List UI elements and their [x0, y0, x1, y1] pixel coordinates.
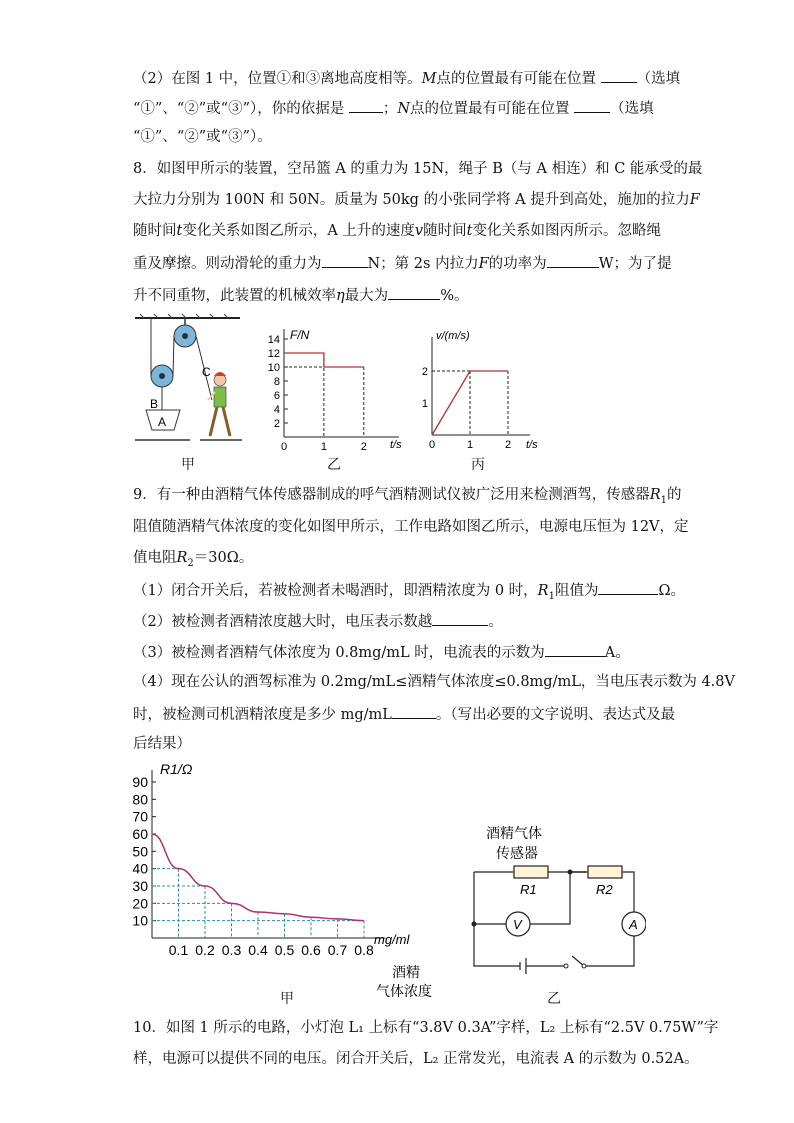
y-tick-label: 14	[267, 334, 280, 346]
q8-text: 8．如图甲所示的装置，空吊篮 A 的重力为 15N，绳子 B（与 A 相连）和 C 能承受的最	[133, 161, 703, 177]
q8-text: 的功率为	[488, 256, 547, 272]
label-c: C	[202, 365, 211, 379]
var-r: R	[649, 487, 661, 503]
x-tick-label: 0.7	[327, 942, 348, 958]
var-v: v	[414, 223, 424, 239]
q9-line-3	[133, 549, 253, 573]
vt-ylabel: v/(m/s)	[436, 330, 470, 342]
q8-text: 大拉力分别为 100N 和 50N。质量为 50kg 的小张同学将 A 提升到高处，施加的拉力	[133, 192, 690, 208]
sub-1: 1	[548, 590, 555, 602]
x-tick-label: 0.8	[354, 942, 374, 958]
q9-text: （1）闭合开关后，若被检测者未喝酒时，即酒精浓度为 0 时，	[133, 583, 538, 599]
q9-text: （3）被检测者酒精气体浓度为 0.8mg/mL 时，电流表的示数为	[133, 645, 545, 661]
r1-xname-2: 气体浓度	[376, 983, 432, 999]
q9-line-1	[133, 486, 682, 510]
circuit-diagram	[466, 820, 646, 980]
q9-text: Ω。	[658, 583, 685, 599]
x-tick-label: 2	[360, 441, 367, 453]
answer-blank[interactable]	[574, 98, 610, 113]
sub-2: 2	[187, 557, 194, 569]
q9-text: 9．有一种由酒精气体传感器制成的呼气酒精测试仪被广泛用来检测酒驾，传感器	[133, 487, 650, 503]
x-tick-label: 0.5	[274, 942, 295, 958]
v-t-chart	[418, 325, 548, 453]
y-tick-label: 2	[421, 366, 428, 378]
q8-text: 升不同重物，此装置的机械效率	[133, 288, 336, 304]
y-tick-label: 10	[132, 912, 148, 929]
x-tick-label: 0.3	[221, 942, 242, 958]
q7-text: “①”、“②”或“③”），你的依据是	[133, 101, 345, 117]
q9-part-2	[133, 611, 503, 631]
q9-part-4	[133, 673, 735, 691]
f-series-line	[284, 353, 364, 367]
r1-concentration-chart	[122, 756, 452, 1006]
q8-line-5	[133, 285, 468, 305]
caption-jia-q8: 甲	[181, 457, 195, 473]
pulley-figure	[130, 312, 245, 452]
q8-text: N；第 2s 内拉力	[367, 256, 479, 272]
sub-1: 1	[660, 494, 668, 506]
y-tick-label: 2	[273, 418, 280, 430]
q8-line-4	[133, 253, 672, 273]
y-tick-label: 70	[132, 808, 148, 825]
x-tick-label: 1	[466, 439, 474, 451]
sensor-label-1: 酒精气体	[486, 825, 542, 841]
q8-text: 最大为	[344, 288, 389, 304]
q8-text: 变化关系如图乙所示，A 上升的速度	[182, 223, 415, 239]
q9-text: 时，被检测司机酒精浓度是多少 mg/mL	[133, 707, 392, 723]
q7-text: ；	[382, 101, 398, 117]
var-m: M	[421, 71, 437, 87]
r1-xname-1: 酒精	[392, 964, 420, 980]
y-tick-label: 60	[132, 826, 148, 842]
q10-text: 10．如图 1 所示的电路，小灯泡 L₁ 上标有“3.8V 0.3A”字样，L₂ 上标有“2.5V 0.75W”字	[133, 1020, 719, 1036]
y-tick-label: 40	[132, 860, 148, 877]
q9-text: （4）现在公认的酒驾标准为 0.2mg/mL≤酒精气体浓度≤0.8mg/mL，当电压表示数为 4.8V	[133, 674, 735, 690]
x-tick-label: 0.6	[301, 942, 321, 958]
answer-blank[interactable]	[432, 611, 488, 626]
x-tick-label: 0.2	[195, 942, 215, 958]
answer-blank[interactable]	[392, 704, 436, 719]
q7-text: 点的位置最有可能在位置	[410, 101, 570, 117]
r2-label: R2	[596, 882, 613, 897]
person-icon	[208, 372, 230, 436]
q10-line-1	[133, 1019, 718, 1037]
label-a: A	[158, 415, 167, 429]
x-tick-label: 0	[428, 439, 436, 451]
q8-line-3	[133, 222, 661, 240]
x-tick-label: 1	[320, 441, 327, 453]
ft-ylabel: F/N	[290, 328, 310, 342]
r1-xunit: mg/ml	[374, 932, 410, 947]
var-f: F	[478, 256, 489, 272]
q9-text: 。	[488, 614, 503, 630]
var-t: t	[176, 223, 183, 239]
q8-text: 重及摩擦。则动滑轮的重力为	[133, 256, 322, 272]
caption-yi-q9: 乙	[547, 991, 561, 1007]
y-tick-label: 6	[273, 390, 280, 402]
q7-line-2	[133, 98, 654, 118]
r1-ylabel: R1/Ω	[160, 761, 193, 777]
answer-blank[interactable]	[545, 642, 605, 657]
q8-text: 随时间	[133, 223, 177, 239]
q7-text: （选填	[610, 101, 654, 117]
x-tick-label: 0.4	[248, 942, 268, 958]
sensor-label-2: 传感器	[496, 845, 538, 861]
var-f: F	[689, 192, 700, 208]
answer-blank[interactable]	[547, 253, 599, 268]
q10-line-2	[133, 1050, 699, 1068]
q7-text: （2）在图 1 中，位置①和③离地高度相等。	[133, 71, 422, 87]
var-t: t	[466, 223, 473, 239]
y-tick-label: 90	[132, 774, 148, 790]
q7-text: 点的位置最有可能在位置	[436, 71, 597, 87]
y-tick-label: 10	[267, 362, 280, 374]
q9-text: （2）被检测者酒精浓度越大时，电压表示数越	[133, 614, 433, 630]
y-tick-label: 20	[132, 895, 148, 912]
q9-line-2	[133, 518, 689, 536]
q9-text: 值电阻	[133, 550, 177, 566]
q8-line-1	[133, 160, 702, 178]
answer-blank[interactable]	[349, 98, 383, 113]
answer-blank[interactable]	[388, 285, 440, 300]
y-tick-label: 30	[132, 878, 148, 894]
q7-text: （选填	[636, 71, 681, 87]
var-eta: η	[336, 288, 345, 304]
q9-part-4-end	[133, 735, 191, 753]
q9-text: 。（写出必要的文字说明、表达式及最	[435, 707, 676, 723]
q9-text: 阻值随酒精气体浓度的变化如图甲所示，工作电路如图乙所示，电源电压恒为 12V，定	[133, 519, 689, 535]
y-tick-label: 12	[267, 348, 280, 360]
y-tick-label: 50	[132, 843, 148, 860]
r1-series-curve	[152, 834, 364, 921]
q9-part-4-cont	[133, 704, 675, 724]
vt-xlabel: t/s	[526, 439, 538, 451]
answer-blank[interactable]	[322, 253, 368, 268]
q9-part-1	[133, 580, 685, 606]
f-t-chart	[258, 325, 408, 453]
answer-blank[interactable]	[601, 68, 637, 83]
ammeter-icon: A	[629, 917, 638, 932]
caption-jia-q9: 甲	[280, 991, 294, 1007]
q8-text: 随时间	[423, 223, 467, 239]
caption-bing-q8: 丙	[471, 457, 485, 473]
x-tick-label: 0	[280, 441, 288, 453]
var-n: N	[397, 101, 411, 117]
q8-text: W；为了提	[598, 256, 672, 272]
q8-text: %。	[440, 288, 469, 304]
q9-text: ＝30Ω。	[193, 550, 254, 566]
y-tick-label: 1	[421, 398, 428, 410]
q9-text: 阻值为	[554, 583, 599, 599]
q8-line-2	[133, 191, 700, 209]
x-tick-label: 0.1	[168, 942, 189, 958]
q10-text: 样，电源可以提供不同的电压。闭合开关后，L₂ 正常发光，电流表 A 的示数为 0.52A。	[133, 1051, 699, 1067]
q9-text: A。	[604, 645, 630, 661]
caption-yi-q8: 乙	[327, 457, 341, 473]
q9-part-3	[133, 642, 630, 662]
r1-label: R1	[520, 882, 537, 897]
y-tick-label: 8	[273, 376, 280, 388]
q9-text: 后结果）	[133, 736, 191, 752]
q8-text: 变化关系如图丙所示。忽略绳	[472, 223, 661, 239]
voltmeter-icon: V	[513, 917, 522, 932]
x-tick-label: 2	[504, 439, 512, 451]
var-r: R	[537, 583, 549, 599]
q9-text: 的	[667, 487, 682, 503]
y-tick-label: 80	[132, 791, 148, 808]
label-b: B	[150, 397, 159, 411]
answer-blank[interactable]	[598, 580, 658, 595]
q7-line-3	[133, 128, 272, 146]
ft-xlabel: t/s	[390, 439, 402, 451]
y-tick-label: 4	[273, 404, 280, 416]
q7-line-1	[133, 68, 680, 88]
var-r: R	[176, 550, 188, 566]
q7-text: “①”、“②”或“③”）。	[133, 129, 272, 145]
